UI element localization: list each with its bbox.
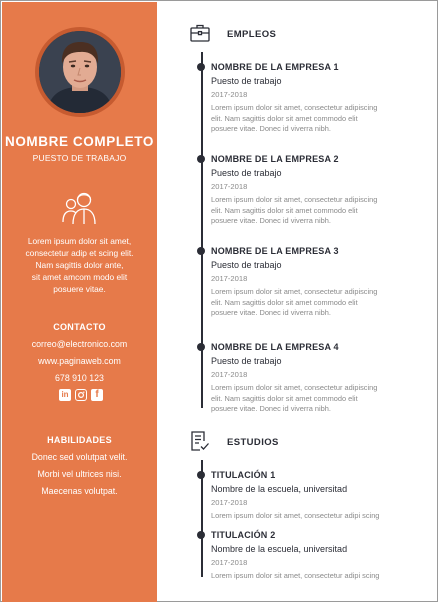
- timeline-dot: [197, 471, 205, 479]
- education-title: ESTUDIOS: [227, 437, 279, 448]
- email-link[interactable]: correo@electronico.com: [31, 339, 128, 349]
- about-text: Lorem ipsum dolor sit amet, consectetur adip et scing elit. Nam sagittis dolor ante, sit amet amcom modo elit posuere vitae.: [25, 236, 134, 294]
- job-entry: [211, 342, 436, 415]
- social-icons: [59, 389, 104, 402]
- job-entry: [211, 246, 436, 319]
- job-dates: 2017-2018: [211, 274, 248, 283]
- profile-photo: [39, 31, 121, 113]
- job-description: Lorem ipsum dolor sit amet, consectetur adipiscing elit. Nam sagittis dolor sit amet commodo elit posuere vitae. Donec id viverra nibh.: [211, 195, 378, 225]
- briefcase-icon: [190, 23, 210, 43]
- instagram-icon[interactable]: [75, 389, 87, 401]
- company-name: NOMBRE DE LA EMPRESA 4: [211, 342, 339, 352]
- education-dates: 2017-2018: [211, 558, 248, 567]
- job-title: PUESTO DE TRABAJO: [32, 153, 127, 163]
- school-name: Nombre de la escuela, universitad: [211, 544, 348, 554]
- education-entry: [211, 470, 436, 522]
- job-position: Puesto de trabajo: [211, 168, 282, 178]
- job-description: Lorem ipsum dolor sit amet, consectetur adipiscing elit. Nam sagittis dolor sit amet commodo elit posuere vitae. Donec id viverra nibh.: [211, 287, 378, 317]
- job-dates: 2017-2018: [211, 90, 248, 99]
- education-entry: [211, 530, 436, 582]
- timeline-dot: [197, 247, 205, 255]
- skills-title: HABILIDADES: [47, 435, 112, 445]
- education-dates: 2017-2018: [211, 498, 248, 507]
- school-name: Nombre de la escuela, universitad: [211, 484, 348, 494]
- company-name: NOMBRE DE LA EMPRESA 3: [211, 246, 339, 256]
- timeline-dot: [197, 155, 205, 163]
- job-description: Lorem ipsum dolor sit amet, consectetur adipiscing elit. Nam sagittis dolor sit amet commodo elit posuere vitae. Donec id viverra nibh.: [211, 103, 378, 133]
- skill-item: Donec sed volutpat velit.: [31, 452, 128, 462]
- full-name: NOMBRE COMPLETO: [4, 134, 154, 149]
- photo-frame: [35, 27, 125, 117]
- phone-number: 678 910 123: [55, 373, 104, 383]
- people-outline-icon: [60, 189, 100, 225]
- linkedin-icon[interactable]: in: [59, 389, 71, 401]
- education-description: Lorem ipsum dolor sit amet, consectetur adipi scing: [211, 511, 380, 520]
- job-position: Puesto de trabajo: [211, 260, 282, 270]
- experience-timeline: [201, 52, 203, 408]
- timeline-dot: [197, 63, 205, 71]
- timeline-dot: [197, 531, 205, 539]
- website-link[interactable]: www.paginaweb.com: [38, 356, 121, 366]
- job-entry: [211, 154, 436, 227]
- job-description: Lorem ipsum dolor sit amet, consectetur adipiscing elit. Nam sagittis dolor sit amet commodo elit posuere vitae. Donec id viverra nibh.: [211, 383, 378, 413]
- job-entry: [211, 62, 436, 135]
- experience-title: EMPLEOS: [227, 29, 277, 40]
- checklist-icon: [190, 431, 210, 451]
- company-name: NOMBRE DE LA EMPRESA 1: [211, 62, 339, 72]
- skill-item: Morbi vel ultrices nisi.: [37, 469, 122, 479]
- skill-item: Maecenas volutpat.: [41, 486, 118, 496]
- company-name: NOMBRE DE LA EMPRESA 2: [211, 154, 339, 164]
- job-position: Puesto de trabajo: [211, 356, 282, 366]
- education-description: Lorem ipsum dolor sit amet, consectetur adipi scing: [211, 571, 380, 580]
- main-content: [157, 2, 438, 602]
- degree-name: TITULACIÓN 2: [211, 530, 276, 540]
- timeline-dot: [197, 343, 205, 351]
- job-position: Puesto de trabajo: [211, 76, 282, 86]
- contact-title: CONTACTO: [53, 322, 106, 332]
- job-dates: 2017-2018: [211, 370, 248, 379]
- job-dates: 2017-2018: [211, 182, 248, 191]
- degree-name: TITULACIÓN 1: [211, 470, 276, 480]
- facebook-icon[interactable]: f: [91, 389, 103, 401]
- sidebar: [2, 2, 157, 602]
